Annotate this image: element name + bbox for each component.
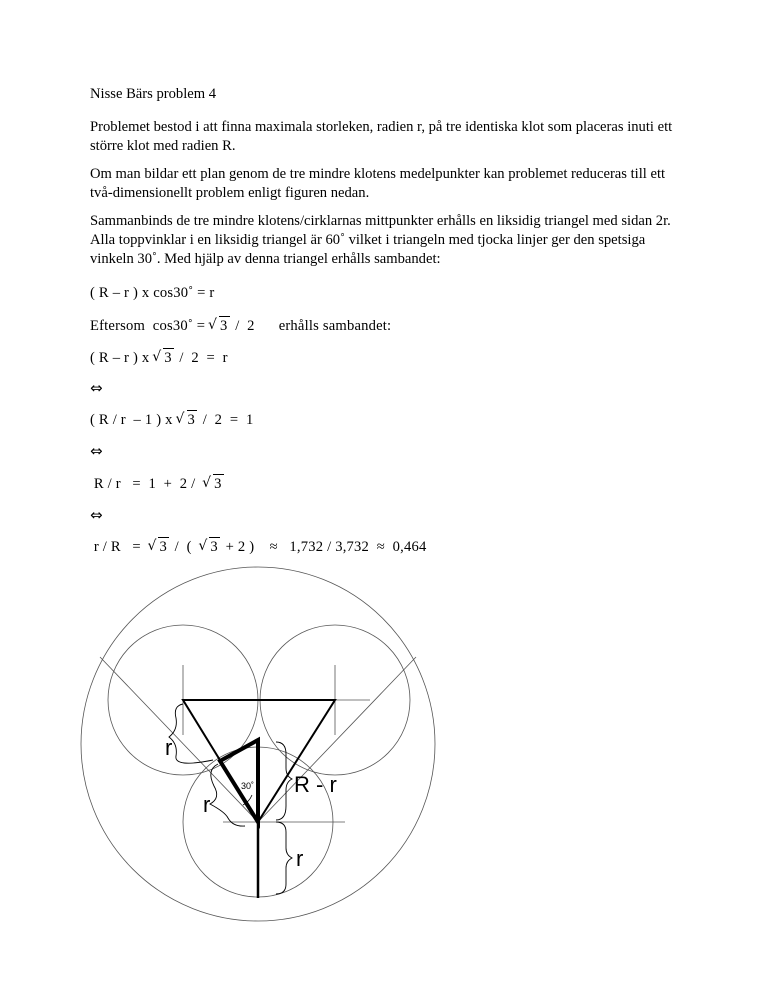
paragraph-3-text: Sammanbinds de tre mindre klotens/cirklarnas mittpunkter erhålls en liksidig triangel med sidan 2r. Alla toppvinklar i en liksidig triangel är 60˚ vilket i triangeln med tjocka linjer ger den spetsiga vinkeln 30˚. Med hjälp av denna triangel erhålls sambandet:: [90, 213, 671, 267]
eq3-suffix: / 2 = r: [171, 350, 228, 366]
radial-line-left: [100, 657, 258, 822]
brace-r-bottom: [276, 822, 292, 894]
label-r-lower: r: [203, 792, 211, 817]
sqrt-symbol: √ 3: [204, 476, 222, 493]
eq6-prefix: r / R =: [90, 539, 149, 555]
sqrt-symbol: √ 3: [154, 350, 172, 367]
eq2-suffix: erhålls sambandet:: [278, 318, 392, 334]
angle-label: 30˚: [241, 781, 255, 791]
sqrt-symbol: √ 3: [200, 539, 218, 556]
paragraph-1-text: Problemet bestod i att finna maximala storleken, radien r, på tre identiska klot som placeras inuti ett större klot med radien R.: [90, 119, 673, 154]
eq2-mid: / 2: [227, 318, 255, 334]
paragraph-2-text: Om man bildar ett plan genom de tre mindre klotens medelpunkter kan problemet reduceras till ett två-dimensionellt problem enligt figuren nedan.: [90, 166, 666, 201]
equation-1: ( R – r ) x cos30˚ = r: [90, 285, 215, 301]
eq3-prefix: ( R – r ) x: [90, 350, 154, 366]
eq2-prefix: Eftersom cos30˚ =: [90, 318, 210, 334]
equivalence-arrow: ⇔: [90, 506, 103, 524]
label-r-left: r: [165, 735, 173, 760]
sqrt-symbol: √ 3: [178, 412, 196, 429]
eq6-suffix: + 2 ) ≈ 1,732 / 3,732 ≈ 0,464: [217, 539, 427, 555]
page-title: Nisse Bärs problem 4: [90, 86, 217, 102]
label-R-minus-r: R - r: [294, 772, 337, 797]
eq5-prefix: R / r = 1 + 2 /: [90, 476, 204, 492]
equivalence-arrow: ⇔: [90, 442, 103, 460]
label-r-bottom: r: [296, 846, 304, 871]
sqrt-symbol: √ 3: [210, 318, 228, 335]
sqrt-symbol: √ 3: [149, 539, 167, 556]
eq4-prefix: ( R / r – 1 ) x: [90, 412, 177, 428]
radial-line-right: [258, 657, 416, 822]
eq6-mid: / (: [166, 539, 200, 555]
eq4-suffix: / 2 = 1: [195, 412, 254, 428]
equivalence-arrow: ⇔: [90, 379, 103, 397]
